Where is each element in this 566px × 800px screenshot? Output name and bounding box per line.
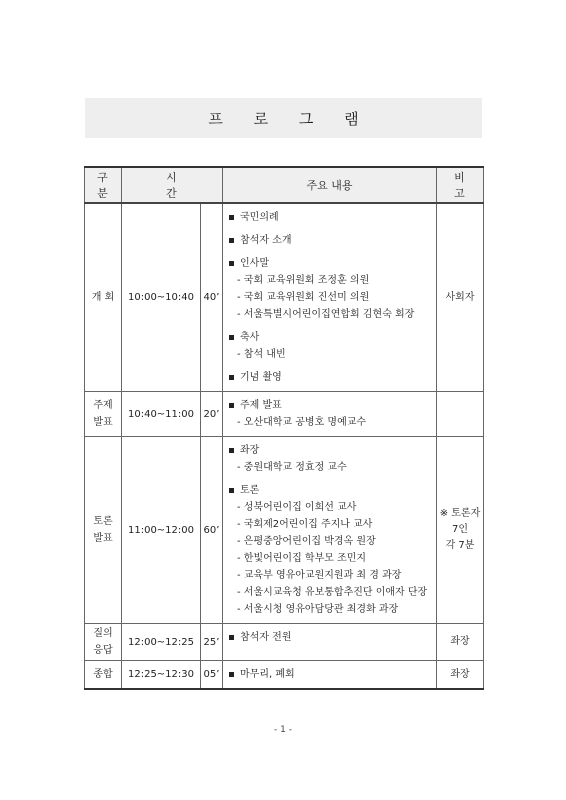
page-title: 프 로 그 램: [208, 109, 372, 128]
header-row: [85, 167, 484, 203]
square-bullet-icon: [229, 261, 234, 266]
square-bullet-icon: [229, 238, 234, 243]
sub-item: - 서울특별시어린이집연합회 김현숙 회장: [237, 309, 415, 320]
table-row: [85, 661, 484, 690]
duration-cell: 40’: [201, 203, 223, 392]
item-text: 기념 촬영: [240, 372, 282, 383]
header-content: 주요 내용: [223, 167, 437, 203]
sub-item: - 성북어린이집 이희선 교사: [237, 502, 357, 513]
sub-item: - 은평중앙어린이집 박경옥 원장: [237, 536, 376, 547]
time-cell: 11:00~12:00: [122, 437, 201, 624]
content-cell: [223, 661, 437, 690]
content-cell: [223, 392, 437, 437]
page-number: - 1 -: [274, 725, 292, 735]
item-text: 축사: [240, 332, 260, 343]
sub-item: - 한빛어린이집 학부모 조민지: [237, 553, 367, 564]
item-text: 토론: [240, 485, 260, 496]
item-text: 참석자 전원: [240, 632, 292, 643]
note-line: 좌장: [450, 668, 470, 680]
sub-item: - 서울시교육청 유보통합추진단 이애자 단장: [237, 587, 428, 598]
content-item: [229, 397, 432, 414]
item-text: 마무리, 폐회: [240, 669, 295, 680]
item-text: 참석자 소개: [240, 235, 292, 246]
square-bullet-icon: [229, 403, 234, 408]
content-item: [229, 329, 432, 346]
note-cell: [437, 661, 484, 690]
note-line: 사회자: [445, 291, 475, 303]
content-item: [229, 255, 432, 272]
duration-cell: 20’: [201, 392, 223, 437]
item-text: 좌장: [240, 445, 260, 456]
square-bullet-icon: [229, 375, 234, 380]
sub-item: - 참석 내빈: [237, 349, 286, 360]
content-cell: [223, 437, 437, 624]
duration-cell: 60’: [201, 437, 223, 624]
item-text: 주제 발표: [240, 400, 282, 411]
header-note: 비 고: [437, 167, 484, 203]
sub-item: - 서울시청 영유아담당관 최경화 과장: [237, 604, 399, 615]
section-cell: 토론 발표: [85, 437, 122, 624]
note-cell: [437, 624, 484, 661]
square-bullet-icon: [229, 635, 234, 640]
content-cell: [223, 624, 437, 661]
section-cell: 주제 발표: [85, 392, 122, 437]
note-line: ※ 토론자: [439, 508, 481, 519]
sub-item: - 교육부 영유아교원지원과 최 경 과장: [237, 570, 402, 581]
content-item: [229, 442, 432, 459]
content-item: [229, 369, 432, 386]
header-section: 구 분: [85, 167, 122, 203]
note-line: 각 7분: [445, 540, 475, 551]
square-bullet-icon: [229, 335, 234, 340]
program-table: [84, 166, 484, 690]
sub-item: - 국회 교육위원회 조정훈 의원: [237, 275, 370, 286]
square-bullet-icon: [229, 448, 234, 453]
note-cell: [437, 392, 484, 437]
content-item: [229, 482, 432, 499]
item-text: 국민의례: [240, 212, 279, 223]
time-cell: 12:00~12:25: [122, 624, 201, 661]
time-cell: 10:40~11:00: [122, 392, 201, 437]
note-line: 7인: [451, 524, 469, 535]
sub-item: - 국회제2어린이집 주지나 교사: [237, 519, 373, 530]
note-cell: [437, 203, 484, 392]
content-item: [229, 232, 432, 249]
table-row: [85, 437, 484, 624]
sub-item: - 국회 교육위원회 진선미 의원: [237, 292, 370, 303]
section-cell: 질의 응답: [85, 624, 122, 661]
note-line: 좌장: [450, 636, 470, 647]
duration-cell: 25’: [201, 624, 223, 661]
square-bullet-icon: [229, 488, 234, 493]
section-cell: 종합: [85, 661, 122, 690]
table-row: [85, 392, 484, 437]
content-item: [229, 666, 432, 683]
time-cell: 12:25~12:30: [122, 661, 201, 690]
item-text: 인사말: [240, 258, 269, 269]
section-cell: 개 회: [85, 203, 122, 392]
content-item: [229, 629, 432, 646]
time-cell: 10:00~10:40: [122, 203, 201, 392]
header-time: 시 간: [122, 167, 223, 203]
square-bullet-icon: [229, 672, 234, 677]
table-row: [85, 203, 484, 392]
title-box: [85, 98, 482, 138]
note-cell: [437, 437, 484, 624]
square-bullet-icon: [229, 215, 234, 220]
content-cell: [223, 203, 437, 392]
duration-cell: 05’: [201, 661, 223, 690]
content-item: [229, 209, 432, 226]
sub-item: - 오산대학교 공병호 명예교수: [237, 417, 367, 428]
sub-item: - 중원대학교 정효정 교수: [237, 462, 347, 473]
table-row: [85, 624, 484, 661]
